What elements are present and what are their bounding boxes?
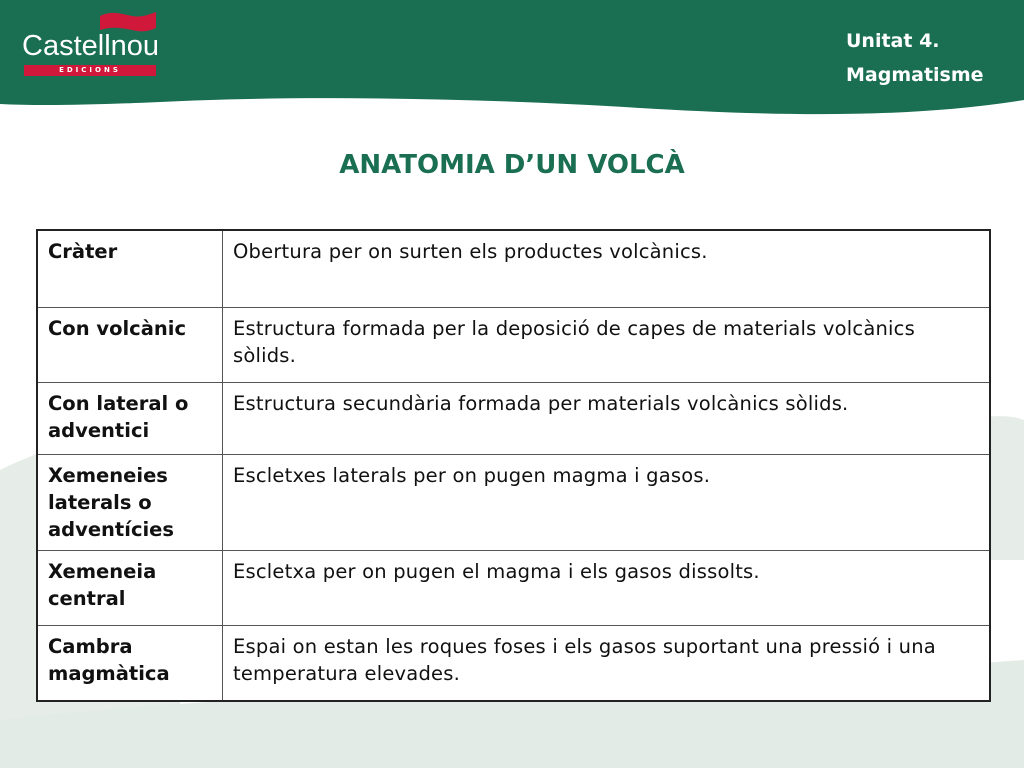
definition-cell: Escletxa per on pugen el magma i els gasos dissolts. [223,551,991,626]
table-row [37,308,990,383]
logo-wordmark: Castellnou [22,30,160,62]
table-row [37,383,990,455]
definition-cell: Estructura formada per la deposició de capes de materials volcànics sòlids. [223,308,991,383]
term-cell: Con lateral o adventici [37,383,223,455]
definition-cell: Espai on estan les roques foses i els gasos suportant una pressió i una temperatura elevades. [223,626,991,702]
table-row [37,455,990,551]
page-title: ANATOMIA D’UN VOLCÀ [339,150,685,180]
table-row [37,230,990,308]
definition-cell: Obertura per on surten els productes volcànics. [223,230,991,308]
term-cell: Cràter [37,230,223,308]
definition-cell: Estructura secundària formada per materials volcànics sòlids. [223,383,991,455]
term-cell: Xemeneies laterals o adventícies [37,455,223,551]
logo-subtext: EDICIONS [24,65,156,76]
term-cell: Xemeneia central [37,551,223,626]
publisher-logo [22,10,162,78]
unit-heading [846,24,984,92]
term-cell: Con volcànic [37,308,223,383]
table-row [37,551,990,626]
unit-number: Unitat 4. [846,30,940,52]
volcano-anatomy-table [36,229,991,702]
unit-topic: Magmatisme [846,64,984,86]
definition-cell: Escletxes laterals per on pugen magma i gasos. [223,455,991,551]
table-row [37,626,990,702]
term-cell: Cambra magmàtica [37,626,223,702]
